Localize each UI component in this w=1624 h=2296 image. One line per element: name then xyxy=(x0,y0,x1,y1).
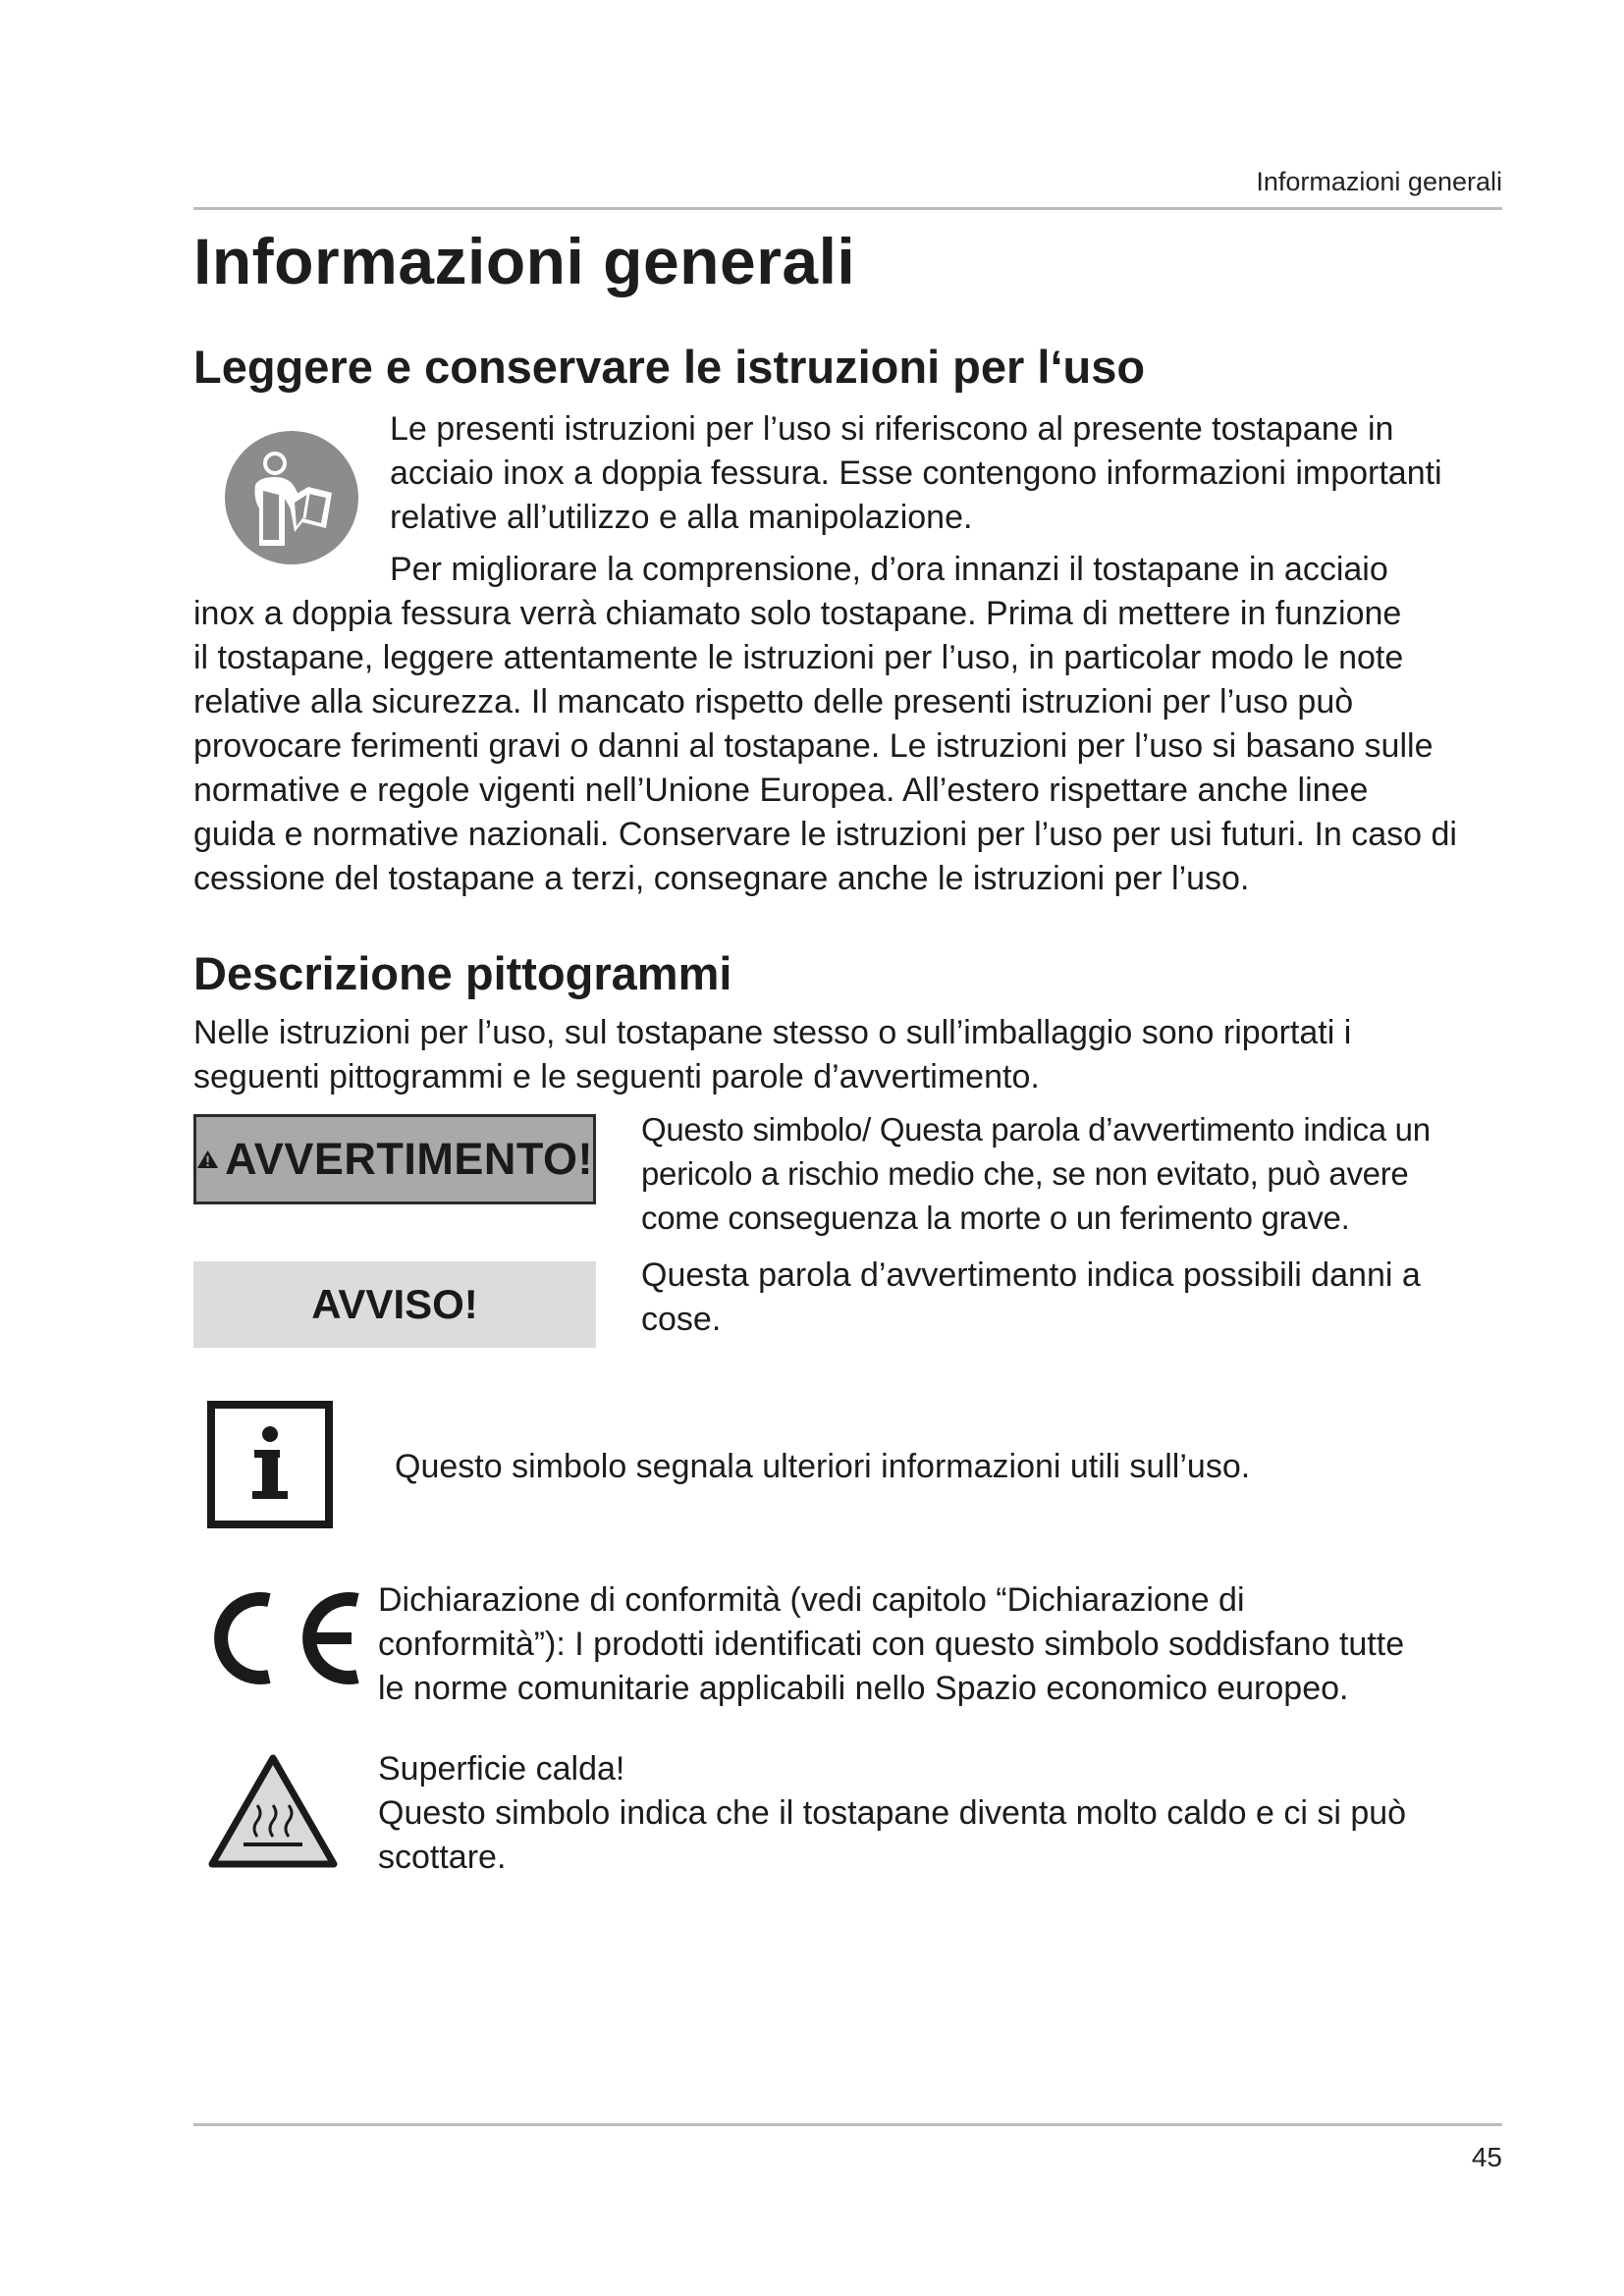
section-heading-read: Leggere e conservare le istruzioni per l‘uso xyxy=(193,341,1146,393)
text-line: inox a doppia fessura verrà chiamato solo tostapane. Prima di mettere in funzione xyxy=(193,595,1402,632)
text-line: provocare ferimenti gravi o danni al tostapane. Le istruzioni per l’uso si basano sulle xyxy=(193,727,1434,765)
section-heading-pictograms: Descrizione pittogrammi xyxy=(193,947,732,999)
pictograms-intro xyxy=(193,1011,1514,1099)
text-line: guida e normative nazionali. Conservare le istruzioni per l’uso per usi futuri. In caso di xyxy=(193,816,1457,853)
warning-description xyxy=(641,1107,1505,1240)
footer-rule xyxy=(193,2123,1502,2126)
text-line: Dichiarazione di conformità (vedi capitolo “Dichiarazione di xyxy=(378,1581,1245,1619)
warning-label: AVVERTIMENTO! xyxy=(225,1134,593,1184)
running-header: Informazioni generali xyxy=(1256,167,1502,196)
header-rule xyxy=(193,207,1502,210)
notice-label: AVVISO! xyxy=(311,1281,478,1327)
text-line: cose. xyxy=(641,1301,722,1338)
text-line: le norme comunitarie applicabili nello Spazio economico europeo. xyxy=(378,1670,1349,1707)
text-line: come conseguenza la morte o un ferimento grave. xyxy=(641,1200,1350,1236)
read-body xyxy=(193,548,1514,901)
text-line: Questa parola d’avvertimento indica possibili danni a xyxy=(641,1256,1421,1294)
notice-description xyxy=(641,1254,1505,1342)
text-line: cessione del tostapane a terzi, consegnare anche le istruzioni per l’uso. xyxy=(193,860,1250,897)
page-title: Informazioni generali xyxy=(193,225,856,297)
text-line: pericolo a rischio medio che, se non evitato, può avere xyxy=(641,1155,1409,1192)
ce-mark-icon xyxy=(204,1588,363,1688)
ce-description xyxy=(378,1578,1507,1711)
text-line: Per migliorare la comprensione, d’ora innanzi il tostapane in acciaio xyxy=(390,551,1388,588)
info-description xyxy=(395,1445,1504,1489)
info-icon xyxy=(207,1401,333,1528)
text-line: seguenti pittogrammi e le seguenti parole d’avvertimento. xyxy=(193,1058,1040,1095)
text-line: Nelle istruzioni per l’uso, sul tostapane stesso o sull’imballaggio sono riportati i xyxy=(193,1014,1352,1051)
text-line: relative alla sicurezza. Il mancato rispetto delle presenti istruzioni per l’uso può xyxy=(193,683,1354,721)
text-line: conformità”): I prodotti identificati con questo simbolo soddisfano tutte xyxy=(378,1626,1405,1663)
warning-label-box xyxy=(193,1114,596,1204)
text-line: Le presenti istruzioni per l’uso si riferiscono al presente tostapane in xyxy=(390,410,1394,448)
text-line: il tostapane, leggere attentamente le istruzioni per l’uso, in particolar modo le note xyxy=(193,639,1404,676)
text-line: scottare. xyxy=(378,1839,507,1876)
page-number: 45 xyxy=(1471,2142,1502,2172)
read-manual-icon xyxy=(224,430,359,565)
text-line: Superficie calda! xyxy=(378,1750,625,1788)
text-line: acciaio inox a doppia fessura. Esse contengono informazioni importanti xyxy=(390,454,1442,492)
text-line: normative e regole vigenti nell’Unione Europea. All’estero rispettare anche linee xyxy=(193,772,1369,809)
text-line: Questo simbolo/ Questa parola d’avvertimento indica un xyxy=(641,1111,1431,1148)
notice-label-box xyxy=(193,1261,596,1348)
text-line: Questo simbolo segnala ulteriori informazioni utili sull’uso. xyxy=(395,1448,1251,1485)
warning-triangle-icon xyxy=(196,1140,219,1179)
read-intro xyxy=(390,407,1509,540)
hot-surface-icon xyxy=(206,1752,340,1872)
hot-surface-description xyxy=(378,1747,1507,1880)
text-line: Questo simbolo indica che il tostapane diventa molto caldo e ci si può xyxy=(378,1794,1407,1832)
text-line: relative all’utilizzo e alla manipolazione. xyxy=(390,499,973,536)
